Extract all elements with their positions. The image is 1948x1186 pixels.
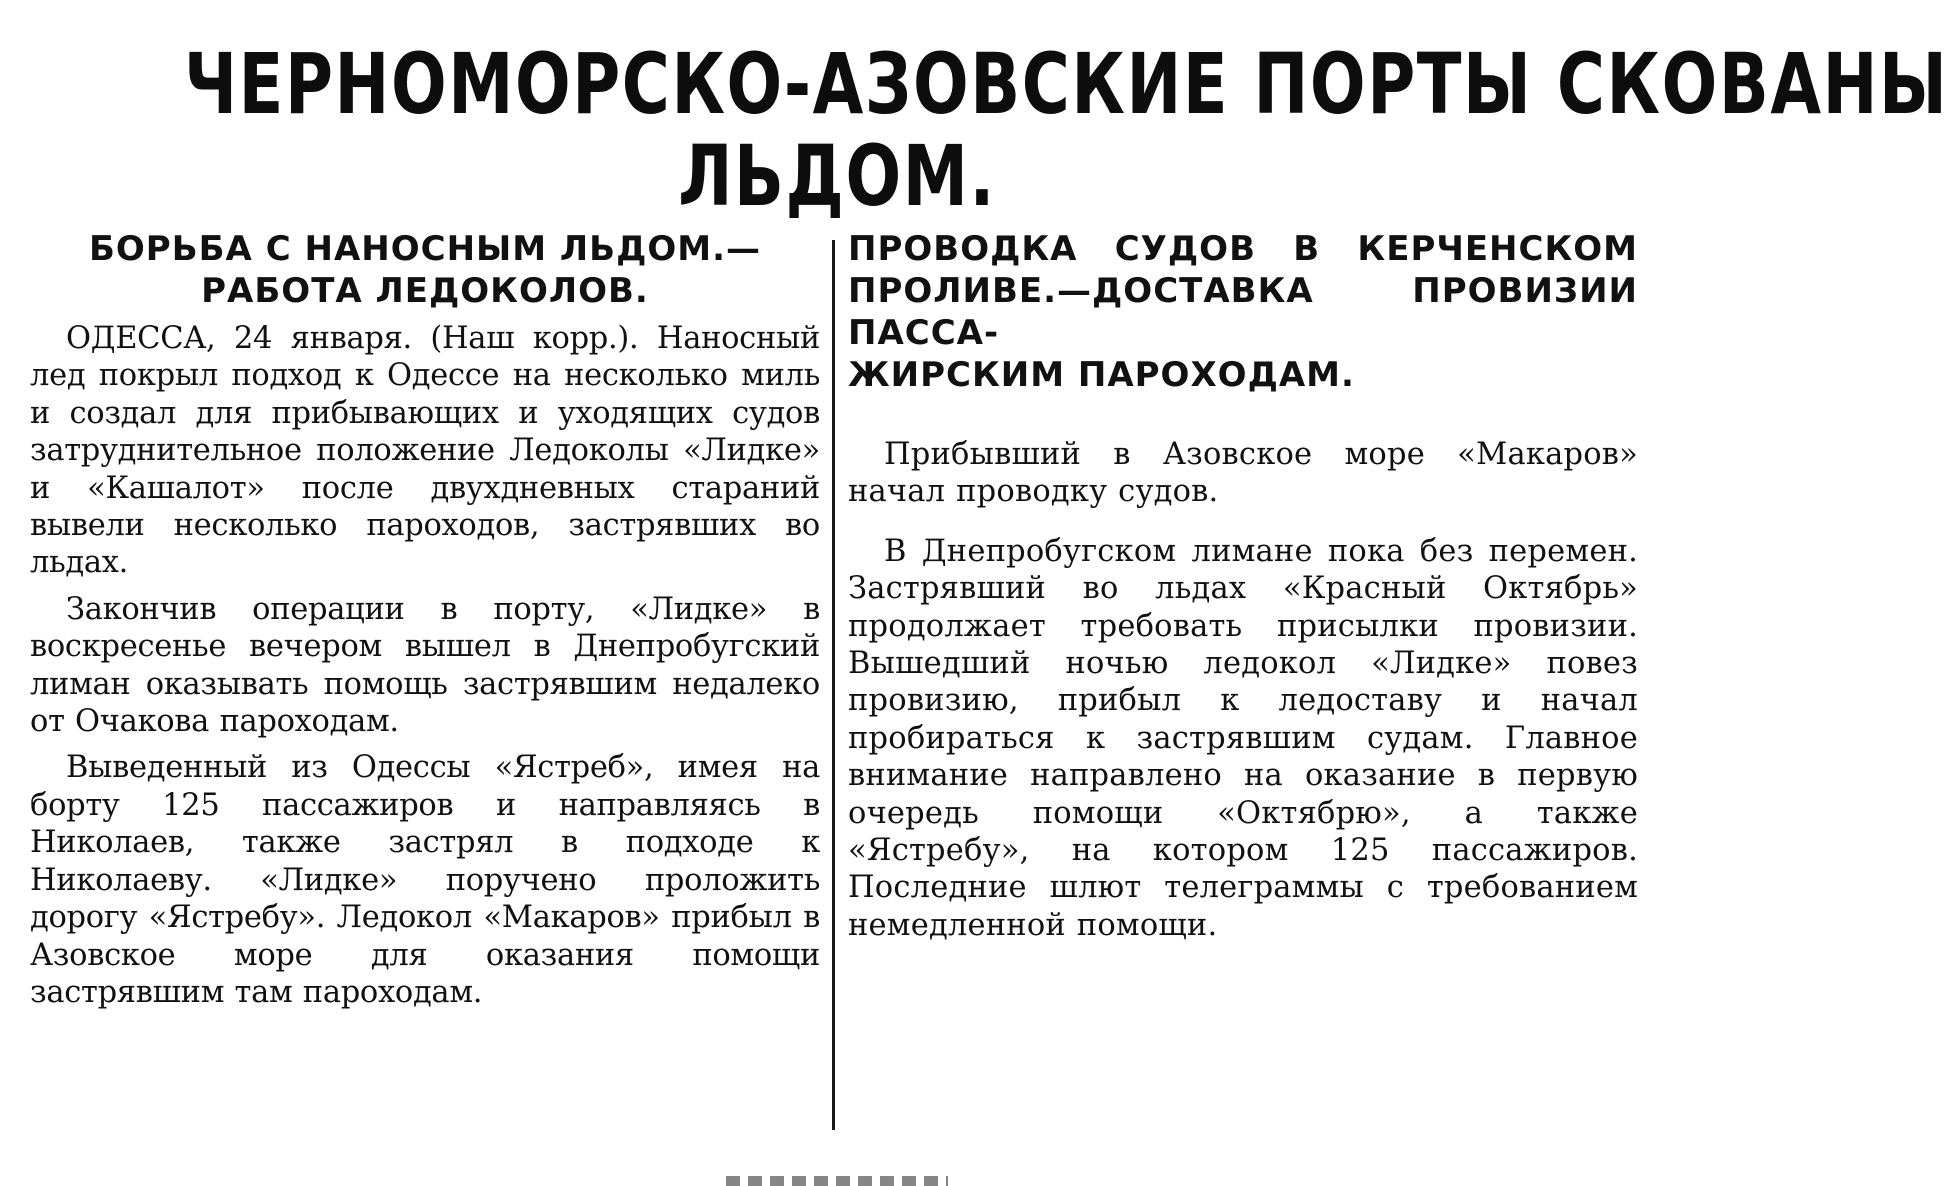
left-paragraph-2: Закончив операции в порту, «Лидке» в воскресенье вечером вышел в Днепробугский лиман оказывать помощь застрявшим недалеко от Очакова пароходам. — [30, 591, 820, 740]
cropped-text-fragment — [726, 1176, 948, 1186]
column-rule — [832, 240, 835, 1130]
right-column — [848, 228, 1638, 966]
left-subheading — [30, 228, 820, 312]
left-paragraph-3: Выведенный из Одессы «Ястреб», имея на борту 125 пассажиров и направляясь в Николаев, также застрял в подходе к Николаеву. «Лидке» поручено проложить дорогу «Ястребу». Ледокол «Макаров» прибыл в Азовское море для оказания помощи застрявшим там пароходам. — [30, 750, 820, 1010]
left-subheading-line-1: БОРЬБА С НАНОСНЫМ ЛЬДОМ.— — [88, 229, 762, 269]
left-paragraph-1: ОДЕССА, 24 января. (Наш корр.). Наносный лед покрыл подход к Одессе на несколько миль и создал для прибывающих и уходящих судов затруднительное положение Ледоколы «Лидке» и «Кашалот» после двухдневных стараний вывели несколько пароходов, застрявших во льдах. — [30, 321, 820, 581]
headline-line-1: ЧЕРНОМОРСКО-АЗОВСКИЕ ПОРТЫ СКОВАНЫ — [184, 35, 1948, 133]
left-subheading-line-2: РАБОТА ЛЕДОКОЛОВ. — [201, 271, 649, 311]
headline-line-2: ЛЬДОМ. — [678, 127, 996, 225]
headline — [184, 35, 1948, 225]
right-paragraph-1: Прибывший в Азовское море «Макаров» начал проводку судов. — [848, 437, 1638, 510]
right-subheading — [848, 228, 1638, 396]
right-paragraph-2: В Днепробугском лимане пока без перемен. Застрявший во льдах «Красный Октябрь» продолжает требовать присылки провизии. Вышедший ночью ледокол «Лидке» повез провизию, прибыл к ледоставу и начал пробираться к застрявшим судам. Главное внимание направлено на оказание в первую очередь помощи «Октябрю», а также «Ястребу», на котором 125 пассажиров. Последние шлют телеграммы с требованием немедленной помощи. — [848, 533, 1638, 943]
left-column — [30, 228, 820, 1020]
right-subheading-last: ЖИРСКИМ ПАРОХОДАМ. — [848, 355, 1355, 395]
right-subheading-main: ПРОВОДКА СУДОВ В КЕРЧЕНСКОМ ПРОЛИВЕ.—ДОСТАВКА ПРОВИЗИИ ПАССА- — [848, 229, 1638, 353]
